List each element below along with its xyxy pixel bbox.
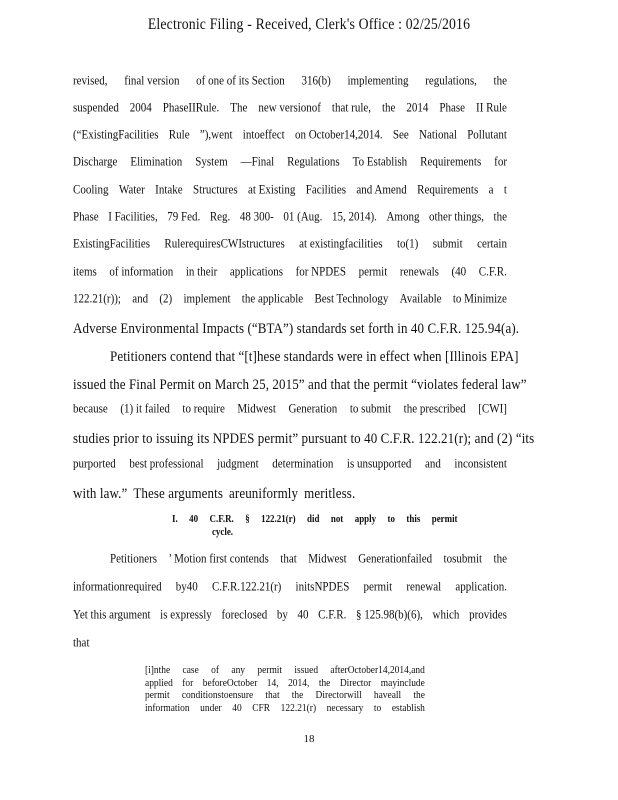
body-word: regulations, xyxy=(425,74,477,88)
body-word: to Minimize xyxy=(452,292,507,306)
body-word: Pollutant xyxy=(467,128,507,142)
section-heading-word: 40 xyxy=(189,514,199,525)
quote-word: mayinclude xyxy=(380,677,425,689)
body-word: on October14,2014. xyxy=(294,128,383,142)
body-word: 01 (Aug. xyxy=(283,210,323,224)
body-line xyxy=(110,552,507,566)
quote-word: 40 xyxy=(232,702,242,714)
quote-word: haveall xyxy=(373,690,402,701)
body-word: PhaseIIRule. xyxy=(162,101,220,115)
body-word: Best Technology xyxy=(314,292,389,306)
body-word: initsNPDES xyxy=(295,580,350,594)
quote-word: 14, xyxy=(266,677,279,689)
body-line xyxy=(110,347,519,365)
body-word: d the Final Permit on March 25, 2015” and that the permit “violates federal law” xyxy=(99,375,527,393)
block-quote xyxy=(145,665,425,715)
body-word: Elimination xyxy=(130,155,183,169)
body-word: and xyxy=(132,292,149,306)
body-word: Water xyxy=(118,183,145,197)
section-heading-continuation: cycle. xyxy=(211,527,234,538)
body-line xyxy=(73,319,520,337)
section-heading xyxy=(172,513,458,539)
quote-word: to xyxy=(373,702,382,714)
body-line xyxy=(73,155,507,169)
body-word: The xyxy=(230,101,248,115)
quote-word: of xyxy=(211,665,220,676)
body-word: and Amend xyxy=(356,183,407,197)
body-word: suspended xyxy=(73,101,119,115)
body-word: C.F.R.122.21(r) xyxy=(211,580,282,594)
body-word: informationrequired xyxy=(73,580,162,594)
body-word: Generation xyxy=(288,402,338,416)
body-word: (“ExistingFacilities xyxy=(73,128,159,142)
body-word: I Facilities, xyxy=(108,210,158,224)
section-heading-word: did xyxy=(307,514,320,525)
body-word: to(1) xyxy=(396,237,419,251)
body-word: in their xyxy=(185,265,218,279)
body-word: See xyxy=(392,128,409,142)
body-word: Phase xyxy=(73,210,99,224)
body-word: is expressly xyxy=(160,608,212,622)
body-word: for NPDES xyxy=(295,265,346,279)
body-word: ’ Motion first contends xyxy=(168,552,269,566)
body-word: is unsupported xyxy=(346,457,412,471)
body-word: provides xyxy=(469,608,507,622)
body-word: areuniformly xyxy=(229,484,299,502)
body-word: C.F.R. xyxy=(478,265,507,279)
body-word: Midwest xyxy=(308,552,347,566)
body-line xyxy=(73,457,507,471)
body-word: § 125.98(b)(6), xyxy=(355,608,423,622)
body-line xyxy=(73,402,507,416)
body-word: To Establish xyxy=(352,155,408,169)
body-word: other things, xyxy=(428,210,484,224)
body-word: implement xyxy=(183,292,231,306)
quote-word: applied xyxy=(145,677,173,689)
body-word: 122.21(r)); xyxy=(73,292,121,306)
body-word: Structures xyxy=(193,183,238,197)
body-word: Petitioners xyxy=(110,552,158,566)
body-word: t xyxy=(503,183,507,197)
body-word: meritless. xyxy=(304,484,356,502)
quote-word: information xyxy=(145,702,190,714)
quote-word: establish xyxy=(391,702,425,714)
body-word: Available xyxy=(399,292,442,306)
quote-line xyxy=(145,690,425,703)
body-word: the applicable xyxy=(241,292,304,306)
body-word: [CWI] xyxy=(478,402,507,416)
body-word: that xyxy=(73,636,90,650)
body-line xyxy=(73,429,535,447)
body-word: issue xyxy=(73,375,100,393)
body-word: 2014 xyxy=(406,101,429,115)
body-word: RulerequiresCWIstructures xyxy=(164,237,285,251)
body-word: submit xyxy=(432,237,463,251)
body-word: Among xyxy=(386,210,420,224)
body-word: the xyxy=(493,210,507,224)
body-word: 15, 2014). xyxy=(331,210,377,224)
body-word: applications xyxy=(229,265,284,279)
body-word: 79 Fed. xyxy=(167,210,201,224)
body-word: and xyxy=(424,457,441,471)
body-word: implementing xyxy=(347,74,409,88)
body-line xyxy=(73,128,507,142)
quote-word: any xyxy=(231,665,246,676)
body-line xyxy=(73,74,507,88)
body-word: new versionof xyxy=(258,101,321,115)
body-word: judgment xyxy=(217,457,259,471)
body-word: Facilities xyxy=(305,183,347,197)
quote-word: under xyxy=(200,702,222,714)
body-word: at Existing xyxy=(247,183,296,197)
body-word: application. xyxy=(455,580,507,594)
quote-word: Director xyxy=(339,677,372,689)
body-word: certain xyxy=(477,237,507,251)
body-word: that rule, xyxy=(331,101,372,115)
quote-word: Directorwill xyxy=(315,690,362,701)
quote-word: the xyxy=(413,690,425,701)
quote-word: case xyxy=(182,665,199,676)
body-word: II Rule xyxy=(476,101,507,115)
quote-word: 2014, xyxy=(288,677,310,689)
body-line xyxy=(73,636,507,650)
body-word: Rule xyxy=(168,128,190,142)
quote-word: conditionstoensure xyxy=(181,690,254,701)
body-word: by40 xyxy=(175,580,198,594)
body-line xyxy=(73,237,507,251)
body-word: items xyxy=(73,265,97,279)
body-word: the xyxy=(493,552,507,566)
body-word: of one of its Section xyxy=(196,74,285,88)
section-heading-word: permit xyxy=(431,514,458,525)
quote-word: CFR xyxy=(252,702,271,714)
section-heading-word: this xyxy=(406,514,421,525)
body-word: studies prior to issuing its NPDES permit” pursuant to 40 C.F.R. 122.21(r); and (2) “its xyxy=(73,429,535,447)
body-word: permit xyxy=(358,265,388,279)
body-line xyxy=(73,375,527,393)
body-word: renewal xyxy=(406,580,442,594)
body-word: System xyxy=(195,155,228,169)
body-word: (1) it failed xyxy=(120,402,170,416)
section-heading-word: C.F.R. xyxy=(209,514,234,525)
body-word: Reg. xyxy=(209,210,231,224)
body-word: the xyxy=(382,101,396,115)
body-word: inconsistent xyxy=(454,457,507,471)
body-word: 48 300- xyxy=(239,210,274,224)
body-word: 2004 xyxy=(129,101,152,115)
body-word: a xyxy=(488,183,494,197)
quote-word: issued xyxy=(294,665,319,676)
body-word: intoeffect xyxy=(242,128,285,142)
body-word: tosubmit xyxy=(443,552,483,566)
quote-word: beforeOctober xyxy=(202,677,258,689)
body-word: best professional xyxy=(129,457,204,471)
section-heading-word: § xyxy=(245,514,250,525)
quote-word: the xyxy=(318,677,331,689)
body-word: final version xyxy=(124,74,180,88)
body-line xyxy=(73,484,507,502)
body-word: 316(b) xyxy=(301,74,331,88)
body-word: permit xyxy=(363,580,393,594)
quote-word: permit xyxy=(145,690,170,701)
filing-stamp-header: Electronic Filing - Received, Clerk's Office : 02/25/2016 xyxy=(147,16,471,33)
body-line xyxy=(73,101,507,115)
section-heading-word: 122.21(r) xyxy=(261,514,296,525)
body-word: to require xyxy=(182,402,225,416)
body-word: These arguments xyxy=(133,484,224,502)
body-word: with law.” xyxy=(73,484,128,502)
body-line xyxy=(73,580,507,594)
body-word: Generationfailed xyxy=(358,552,433,566)
body-word: ExistingFacilities xyxy=(73,237,150,251)
section-heading-line xyxy=(172,513,458,526)
body-word: ”),went xyxy=(199,128,233,142)
body-word: that xyxy=(280,552,297,566)
body-word: (2) xyxy=(159,292,173,306)
body-word: Regulations xyxy=(287,155,340,169)
body-word: the xyxy=(493,74,507,88)
body-line xyxy=(73,608,507,622)
body-word: the prescribed xyxy=(403,402,466,416)
body-line xyxy=(73,265,507,279)
body-word: purported xyxy=(73,457,116,471)
section-number: I. xyxy=(172,514,178,525)
body-line xyxy=(73,210,507,224)
section-heading-word: to xyxy=(387,514,395,525)
quote-word: 122.21(r) xyxy=(280,702,317,714)
body-word: 40 xyxy=(297,608,309,622)
body-word: at existingfacilities xyxy=(299,237,383,251)
body-line xyxy=(73,292,507,306)
body-word: Requirements xyxy=(420,155,482,169)
body-word: Intake xyxy=(155,183,183,197)
body-word: National xyxy=(419,128,457,142)
body-word: —Final xyxy=(240,155,275,169)
body-word: for xyxy=(494,155,507,169)
body-word: by xyxy=(276,608,288,622)
body-word: Adverse Environmental Impacts (“BTA”) standards set forth in 40 C.F.R. 125.94(a). xyxy=(73,319,520,337)
body-word: Cooling xyxy=(73,183,109,197)
body-line xyxy=(73,183,507,197)
quote-word: afterOctober14,2014,and xyxy=(330,665,425,676)
section-heading-word: apply xyxy=(354,514,377,525)
quote-word: the xyxy=(291,690,304,701)
quote-word: permit xyxy=(257,665,283,676)
quote-line xyxy=(145,703,425,716)
body-word: C.F.R. xyxy=(318,608,347,622)
body-word: (40 xyxy=(451,265,467,279)
body-word: Phase xyxy=(439,101,466,115)
quote-line xyxy=(145,678,425,691)
body-word: foreclosed xyxy=(221,608,268,622)
body-word: revised, xyxy=(73,74,108,88)
body-word: determination xyxy=(272,457,334,471)
quote-line xyxy=(145,665,425,678)
body-word: Petitioners contend that “[t]hese standards were in effect when [Illinois EPA] xyxy=(110,347,519,365)
quote-word: [i]nthe xyxy=(145,665,171,676)
body-word: of information xyxy=(109,265,174,279)
body-word: Midwest xyxy=(237,402,276,416)
body-word: Yet this argument xyxy=(73,608,151,622)
quote-word: for xyxy=(182,677,194,689)
body-word: renewals xyxy=(399,265,439,279)
quote-word: that xyxy=(265,690,280,701)
body-word: Discharge xyxy=(73,155,118,169)
body-word: Requirements xyxy=(417,183,479,197)
page-number: 18 xyxy=(303,733,315,745)
section-heading-word: not xyxy=(330,514,344,525)
body-word: to submit xyxy=(349,402,392,416)
quote-word: necessary xyxy=(326,702,364,714)
body-word: because xyxy=(73,402,108,416)
body-word: which xyxy=(432,608,460,622)
